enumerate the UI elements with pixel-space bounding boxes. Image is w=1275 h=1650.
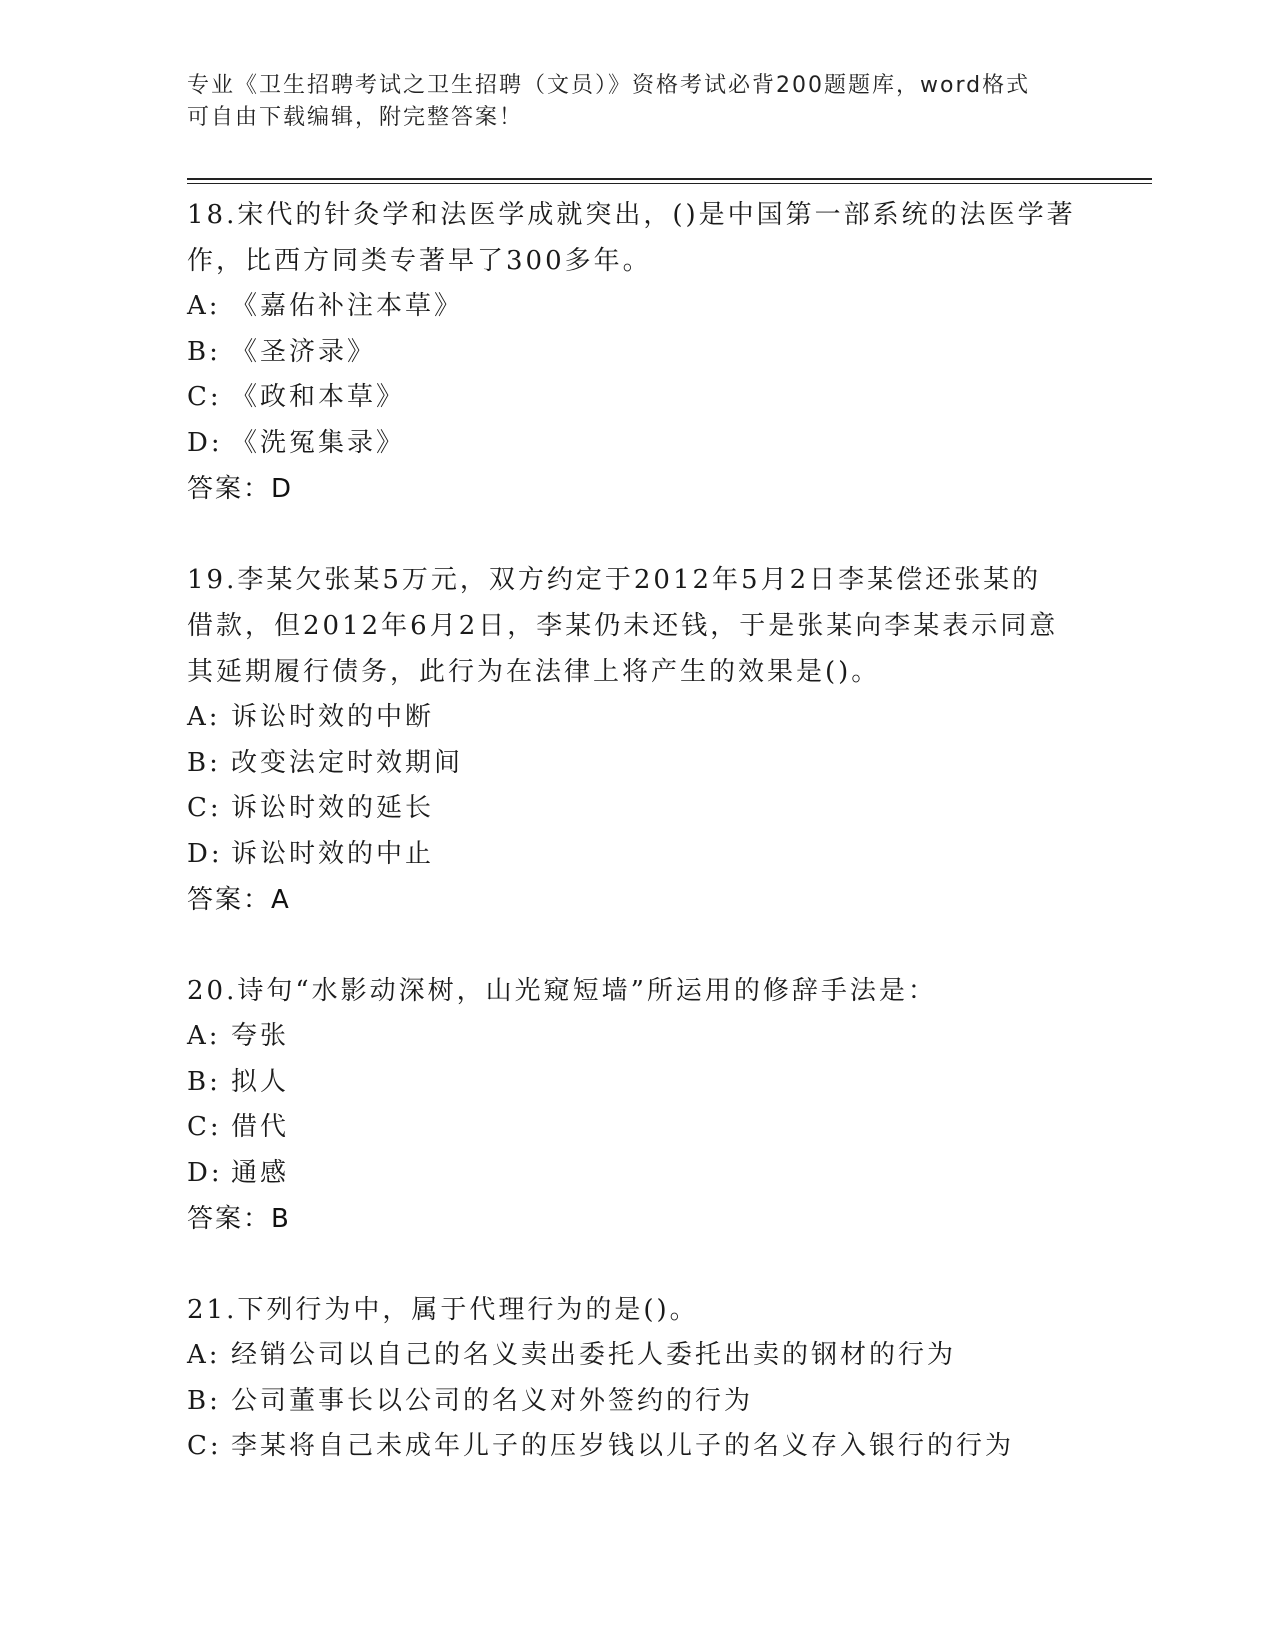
answer-option <box>187 284 1087 330</box>
question-text-line: 19.李某欠张某5万元，双方约定于2012年5月2日李某偿还张某的 <box>187 565 1042 595</box>
answer-option <box>187 695 1087 741</box>
answer-option <box>187 375 1087 421</box>
option-label: D: <box>187 1157 223 1188</box>
option-label: D: <box>187 427 223 458</box>
answer-option <box>187 1060 1087 1106</box>
option-text: 诉讼时效的延长 <box>231 793 435 823</box>
option-label: C: <box>187 793 222 823</box>
question-block <box>187 557 1087 923</box>
option-text: 借代 <box>231 1112 290 1142</box>
option-text: 改变法定时效期间 <box>231 747 464 778</box>
answer-option <box>187 786 1087 832</box>
answer-option <box>187 741 1087 787</box>
option-label: D: <box>187 838 223 869</box>
answer-option <box>187 1105 1087 1151</box>
header-divider-thick <box>187 178 1152 180</box>
option-label: A: <box>187 702 221 732</box>
question-block <box>187 968 1087 1242</box>
answer-option <box>187 1424 1087 1470</box>
answer-option <box>187 1333 1087 1379</box>
answer-key: 答案：B <box>187 1204 291 1234</box>
option-label: B: <box>187 747 221 778</box>
option-text: 诉讼时效的中止 <box>231 838 435 869</box>
header-line-1: 专业《卫生招聘考试之卫生招聘（文员）》资格考试必背200题题库，word格式 <box>187 73 1031 98</box>
option-text: 《嘉佑补注本草》 <box>231 291 464 321</box>
option-text: 《洗冤集录》 <box>231 427 406 458</box>
answer-option <box>187 1014 1087 1060</box>
option-text: 《政和本草》 <box>231 382 406 412</box>
header-divider-thin <box>187 183 1152 184</box>
option-label: C: <box>187 1112 222 1142</box>
question-text-line: 借款，但2012年6月2日，李某仍未还钱，于是张某向李某表示同意 <box>187 611 1059 641</box>
option-label: C: <box>187 1431 222 1461</box>
question-block <box>187 1287 1087 1470</box>
question-block <box>187 192 1087 512</box>
option-label: A: <box>187 1340 221 1370</box>
header-line-2: 可自由下载编辑，附完整答案！ <box>187 105 524 130</box>
option-label: B: <box>187 1066 221 1097</box>
document-header <box>187 70 1087 134</box>
answer-key: 答案：A <box>187 885 291 915</box>
option-text: 李某将自己未成年儿子的压岁钱以儿子的名义存入银行的行为 <box>231 1431 1015 1461</box>
answer-key: 答案：D <box>187 474 294 504</box>
option-text: 通感 <box>231 1157 290 1188</box>
option-text: 经销公司以自己的名义卖出委托人委托出卖的钢材的行为 <box>231 1340 957 1370</box>
option-text: 公司董事长以公司的名义对外签约的行为 <box>231 1385 754 1416</box>
option-text: 诉讼时效的中断 <box>231 702 435 732</box>
question-text-line: 21.下列行为中，属于代理行为的是()。 <box>187 1295 699 1325</box>
option-text: 《圣济录》 <box>231 336 377 367</box>
question-text-line: 18.宋代的针灸学和法医学成就突出，()是中国第一部系统的法医学著 <box>187 200 1076 230</box>
answer-option <box>187 330 1087 376</box>
question-text-line: 20.诗句“水影动深树，山光窥短墙”所运用的修辞手法是： <box>187 976 937 1006</box>
option-label: B: <box>187 1385 221 1416</box>
option-text: 拟人 <box>231 1066 290 1097</box>
option-label: A: <box>187 1021 221 1051</box>
answer-option <box>187 1151 1087 1197</box>
answer-option <box>187 832 1087 878</box>
option-label: A: <box>187 291 221 321</box>
option-label: C: <box>187 382 222 412</box>
question-text-line: 作，比西方同类专著早了300多年。 <box>187 246 652 276</box>
option-label: B: <box>187 336 221 367</box>
question-list <box>187 192 1087 1515</box>
option-text: 夸张 <box>231 1021 290 1051</box>
answer-option <box>187 1379 1087 1425</box>
question-text-line: 其延期履行债务，此行为在法律上将产生的效果是()。 <box>187 657 881 687</box>
answer-option <box>187 421 1087 467</box>
